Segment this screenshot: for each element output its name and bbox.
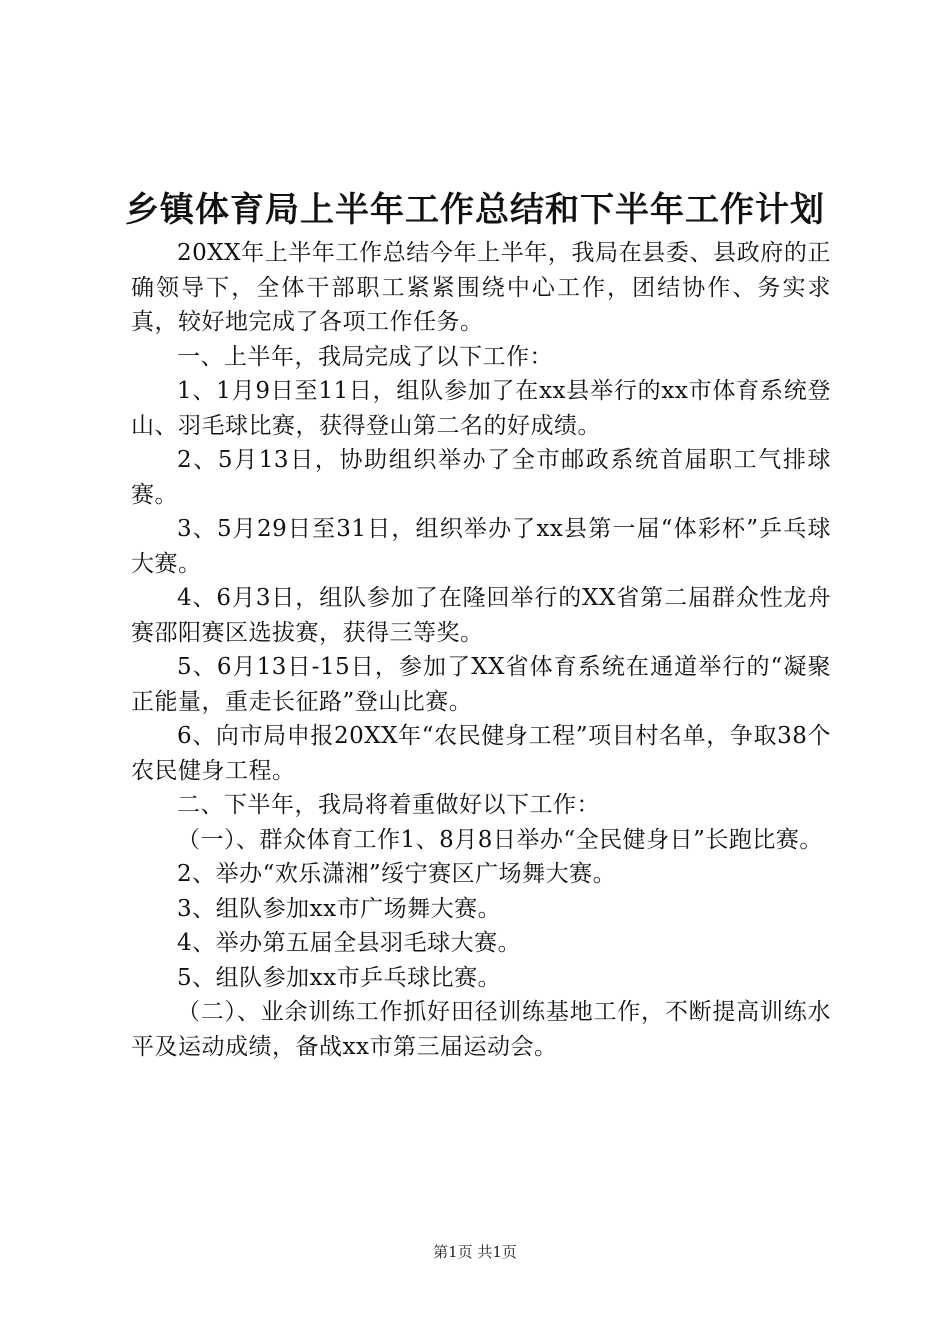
section-heading-second-half: 二、下半年，我局将着重做好以下工作： (177, 792, 600, 818)
list-item: 6、向市局申报20XX年“农民健身工程”项目村名单，争取38个农民健身工程。 (131, 723, 831, 784)
list-item: 2、举办“欢乐潇湘”绥宁赛区广场舞大赛。 (177, 861, 617, 887)
subsection-mass-sports: （一）、群众体育工作1、8月8日举办“全民健身日”长跑比赛。 (177, 826, 823, 853)
paragraph-intro: 20XX年上半年工作总结今年上半年，我局在县委、县政府的正确领导下，全体干部职工紧紧围绕中心工作，团结协作、务实求真，较好地完成了各项工作任务。 (131, 240, 831, 335)
list-item: 2、5月13日，协助组织举办了全市邮政系统首届职工气排球赛。 (131, 447, 831, 508)
list-item: 1、1月9日至11日，组队参加了在xx县举行的xx市体育系统登山、羽毛球比赛，获得登山第二名的好成绩。 (131, 378, 831, 439)
section-heading-first-half: 一、上半年，我局完成了以下工作： (177, 343, 553, 370)
list-item: 5、组队参加xx市乒乓球比赛。 (177, 964, 502, 991)
page-number-footer: 第1页 共1页 (433, 1243, 517, 1261)
list-item: 4、6月3日，组队参加了在隆回举行的XX省第二届群众性龙舟赛邵阳赛区选拔赛，获得三等奖。 (131, 585, 831, 646)
list-item: 4、举办第五届全县羽毛球大赛。 (177, 930, 522, 956)
document-body (131, 236, 831, 1064)
list-item: 3、5月29日至31日，组织举办了xx县第一届“体彩杯”乒乓球大赛。 (131, 516, 831, 577)
list-item: 3、组队参加xx市广场舞大赛。 (177, 895, 502, 922)
document-title: 乡镇体育局上半年工作总结和下半年工作计划 (125, 190, 825, 230)
subsection-amateur-training: （二）、业余训练工作抓好田径训练基地工作，不断提高训练水平及运动成绩，备战xx市第三届运动会。 (131, 999, 831, 1060)
list-item: 5、6月13日-15日，参加了XX省体育系统在通道举行的“凝聚正能量，重走长征路”登山比赛。 (131, 654, 831, 715)
